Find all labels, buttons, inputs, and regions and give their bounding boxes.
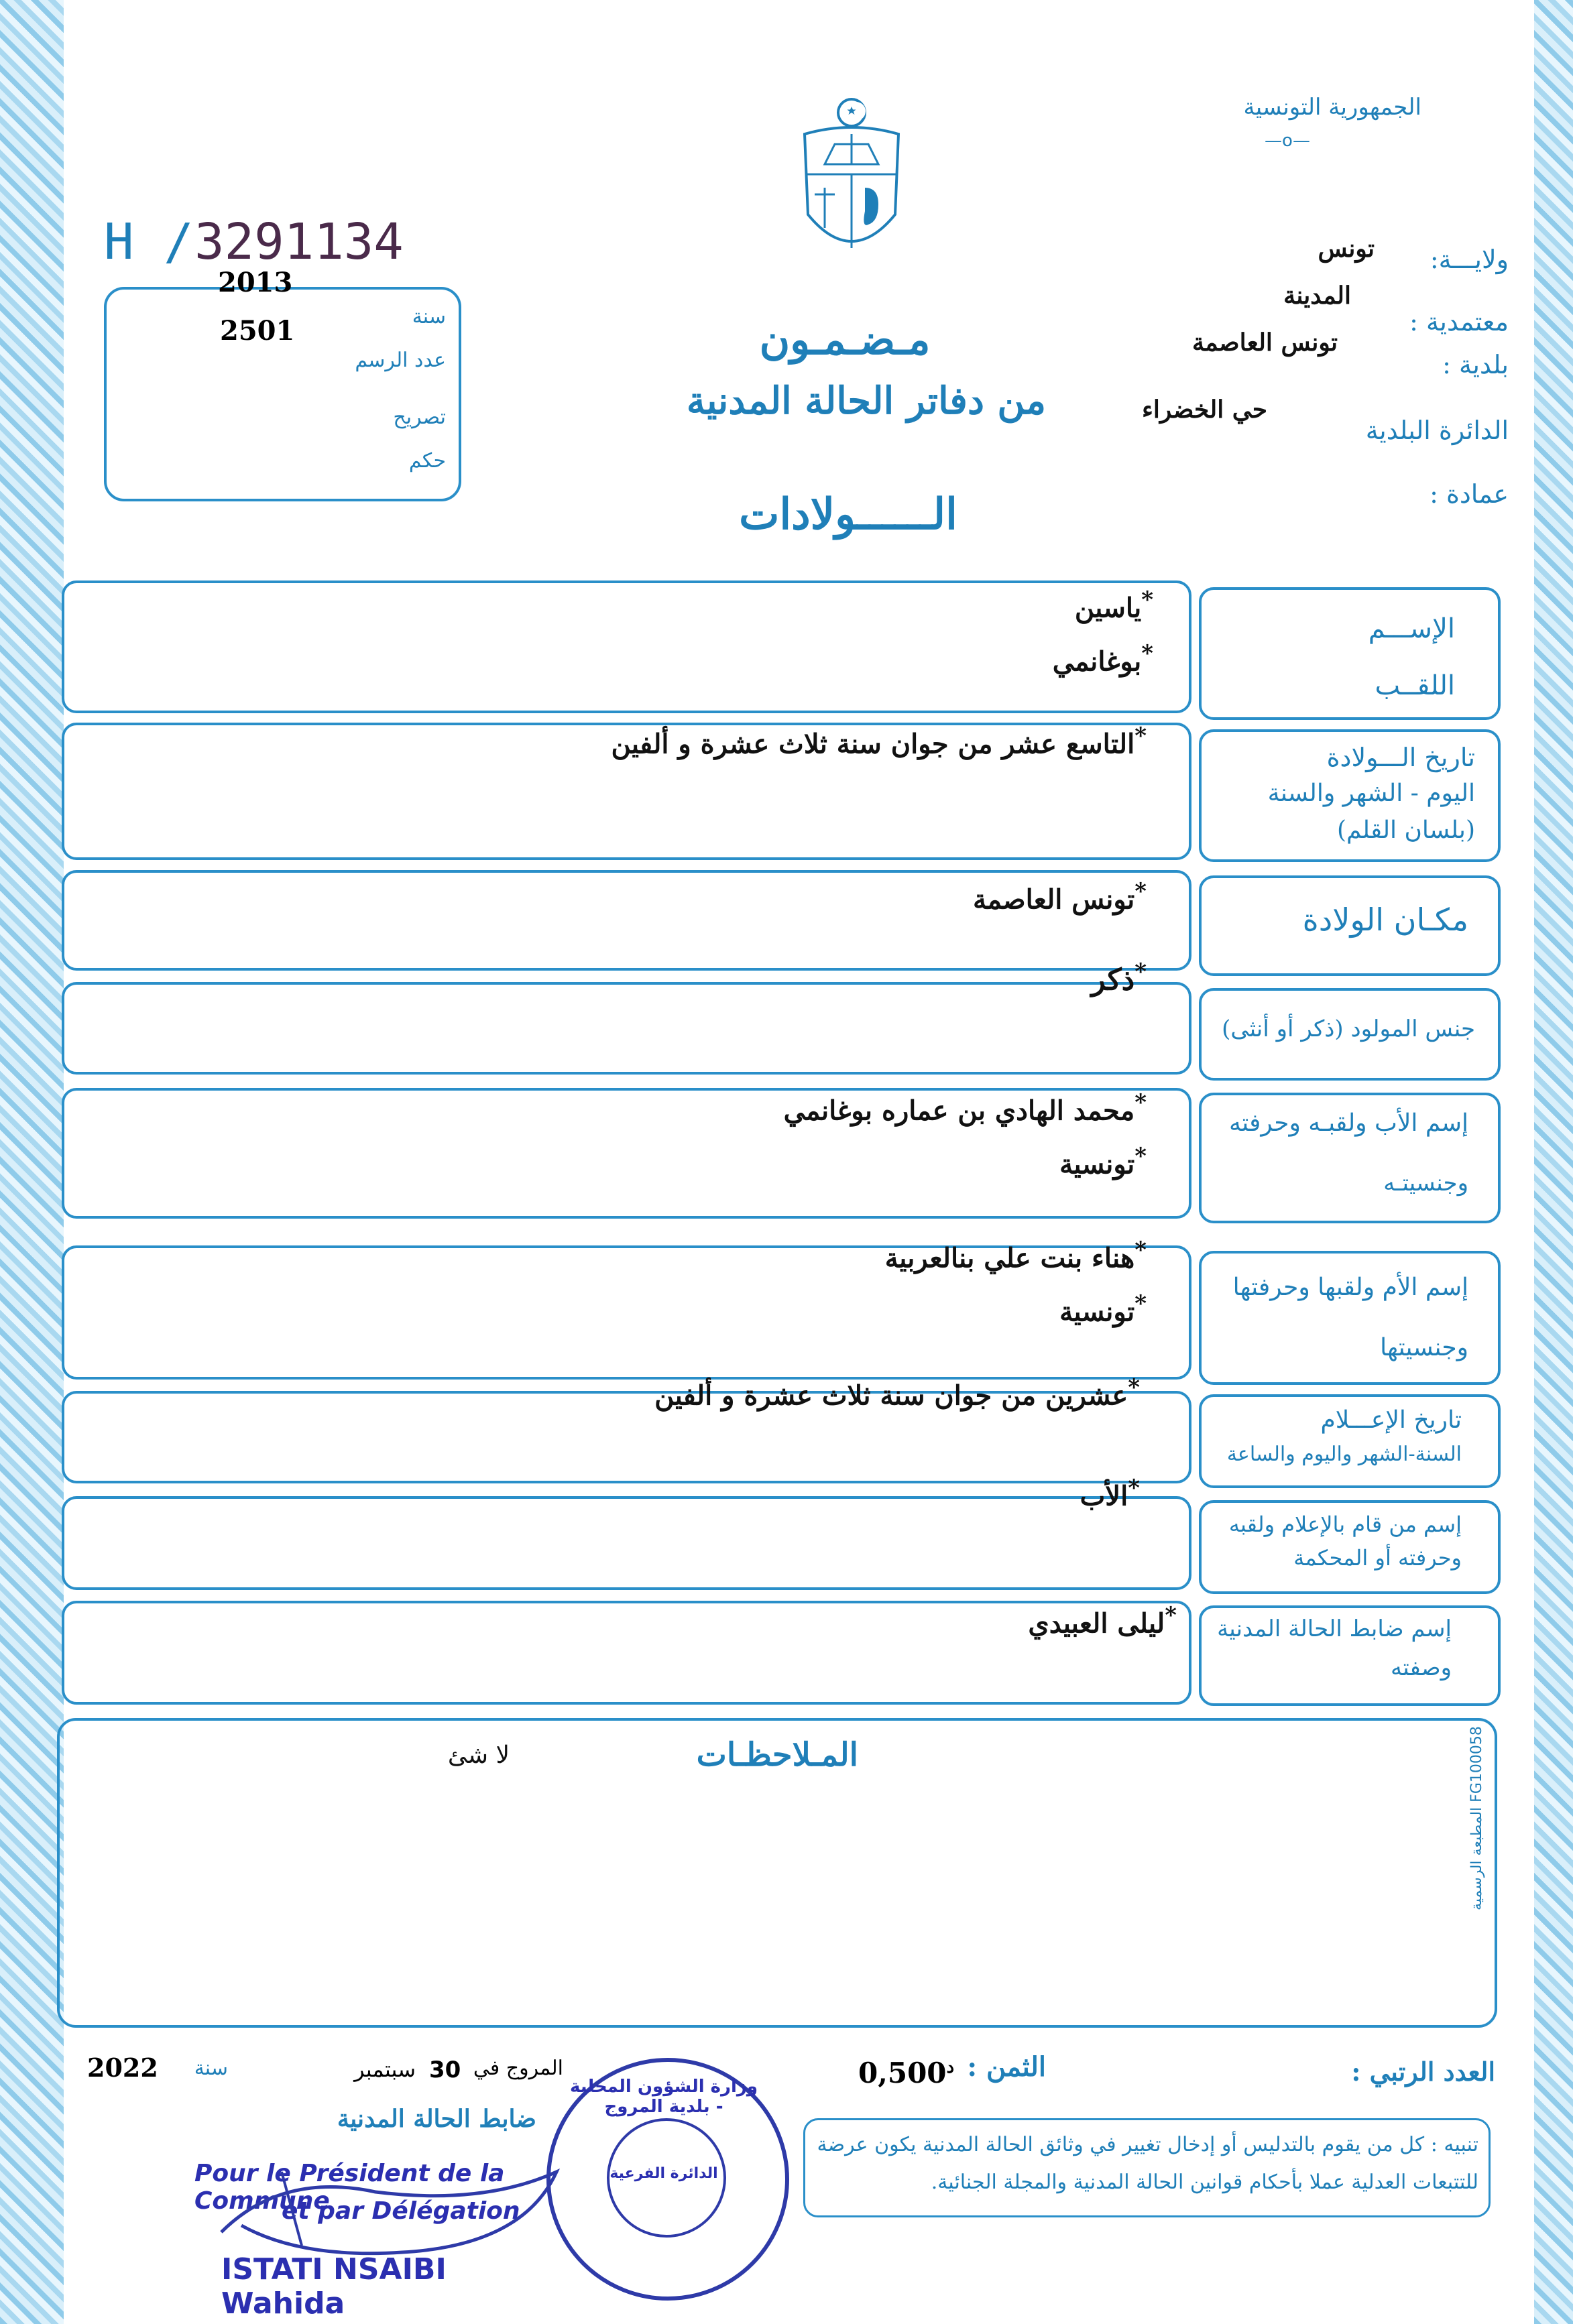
- last-name-value: *بوغانمي: [1052, 640, 1153, 678]
- name-label: الإســـم: [1368, 613, 1455, 644]
- warning-line-1: تنبيه : كل من يقوم بالتدليس أو إدخال تغيير في وثائق الحالة المدنية يكون عرضة: [817, 2133, 1478, 2156]
- seal-ring-text: وزارة الشؤون المحلية - بلدية المروج: [569, 2077, 758, 2117]
- mother-label-1: إسم الأم ولقبها وحرفتها: [1232, 1274, 1468, 1301]
- father-name-value: *محمد الهادي بن عماره بوغانمي: [783, 1089, 1147, 1127]
- mother-nationality-value: *تونسية: [1059, 1290, 1147, 1328]
- remarks-value: لا شئ: [447, 1741, 510, 1769]
- register-year-value: 2013: [218, 267, 293, 298]
- sex-value: *ذكر: [1091, 959, 1147, 997]
- declarant-label-2: وحرفته أو المحكمة: [1293, 1545, 1462, 1571]
- state-label: ولايـــة:: [1430, 245, 1509, 274]
- decorative-right-border: [1534, 0, 1573, 2324]
- serial-prefix: H /: [104, 213, 194, 271]
- signer-name: ISTATI NSAIBI Wahida: [221, 2252, 447, 2321]
- first-name-value: *ياسين: [1074, 587, 1153, 624]
- father-label-2: وجنسيتـه: [1383, 1170, 1468, 1197]
- birth-date-label-3: (بلسان القلم): [1336, 816, 1475, 844]
- state-value: تونس: [1318, 235, 1375, 263]
- birth-place-value: *تونس العاصمة: [973, 878, 1147, 916]
- birth-date-label-2: اليوم - الشهر والسنة: [1267, 780, 1475, 807]
- register-number-label: عدد الرسم: [355, 349, 446, 372]
- footer-year-label: سنة: [194, 2057, 228, 2080]
- declaration-date-label-1: تاريخ الإعـــلام: [1320, 1406, 1462, 1434]
- birth-date-label-1: تاريخ الـــولادة: [1326, 743, 1475, 772]
- officer-label-2: وصفته: [1391, 1654, 1452, 1681]
- surname-label: اللقــب: [1375, 670, 1455, 701]
- warning-line-2: للتتبعات العدلية عملا بأحكام قوانين الحالة المدنية والمجلة الجنائية.: [931, 2170, 1478, 2194]
- declarant-label-1: إسم من قام بالإعلام ولقبه: [1228, 1512, 1462, 1537]
- declaration-date-label-2: السنة-الشهر واليوم والساعة: [1226, 1443, 1462, 1466]
- print-code: المطبعة الرسمية FG100058: [1468, 1726, 1485, 1910]
- district-value: حي الخضراء: [1141, 395, 1267, 424]
- declarant-value: *الأب: [1080, 1475, 1140, 1512]
- omda-label: عمادة :: [1430, 479, 1509, 509]
- footer-year-value: 2022: [87, 2053, 158, 2083]
- price-value: $^د$0,500: [858, 2057, 955, 2089]
- officer-label-1: إسم ضابط الحالة المدنية: [1217, 1615, 1452, 1642]
- births-title: الــــــولادات: [739, 489, 957, 540]
- issued-month: سبتمبر: [354, 2057, 416, 2082]
- seal-inner-text: الدائرة الفرعية: [609, 2165, 718, 2182]
- officer-title: ضابط الحالة المدنية: [337, 2105, 536, 2133]
- registers-title: من دفاتر الحالة المدنية: [686, 379, 1046, 423]
- coat-of-arms-icon: [795, 94, 909, 268]
- municipality-label: بلدية :: [1442, 350, 1509, 379]
- father-nationality-value: *تونسية: [1059, 1143, 1147, 1180]
- remarks-label: المـلاحظـات: [696, 1736, 858, 1774]
- judgment-label: حكم: [408, 449, 446, 473]
- birth-place-label: مكـان الولادة: [1302, 902, 1468, 938]
- register-number-value: 2501: [220, 315, 295, 347]
- extract-title: مـضـمـون: [759, 315, 931, 364]
- issued-day: 30: [429, 2057, 461, 2083]
- father-label-1: إسم الأب ولقبـه وحرفته: [1228, 1109, 1468, 1137]
- declaration-label: تصريح: [393, 406, 446, 429]
- register-year-label: سنة: [412, 305, 446, 328]
- stamp-line-1: Pour le Président de la Commune: [194, 2160, 505, 2215]
- stamp-line-2: et par Délégation: [282, 2197, 520, 2225]
- municipality-value: تونس العاصمة: [1191, 328, 1338, 357]
- mother-name-value: *هناء بنت علي بنالعربية: [884, 1237, 1147, 1274]
- price-label: الثمن :: [967, 2051, 1046, 2083]
- republic-title: الجمهورية التونسية: [1243, 94, 1421, 121]
- footer-serial-label: العدد الرتبي :: [1351, 2057, 1495, 2087]
- decorative-left-border: [0, 0, 64, 2324]
- declaration-date-value: *عشرين من جوان سنة ثلاث عشرة و ألفين: [654, 1374, 1140, 1412]
- mother-label-box: [1199, 1251, 1501, 1385]
- issued-label: المروج في: [473, 2057, 563, 2080]
- sex-label: جنس المولود (ذكر أو أنثى): [1222, 1016, 1475, 1042]
- delegation-label: معتمدية :: [1409, 307, 1509, 337]
- district-label: الدائرة البلدية: [1365, 416, 1509, 445]
- serial-number: 3291134: [194, 213, 404, 271]
- officer-value: *ليلى العبيدي: [1028, 1602, 1177, 1640]
- mother-label-2: وجنسيتها: [1380, 1334, 1468, 1361]
- signature-scribble-icon: [201, 2145, 577, 2272]
- delegation-value: المدينة: [1283, 282, 1351, 310]
- birth-date-value: *التاسع عشر من جوان سنة ثلاث عشرة و ألفين: [611, 723, 1147, 760]
- republic-ornament: —o—: [1265, 131, 1310, 151]
